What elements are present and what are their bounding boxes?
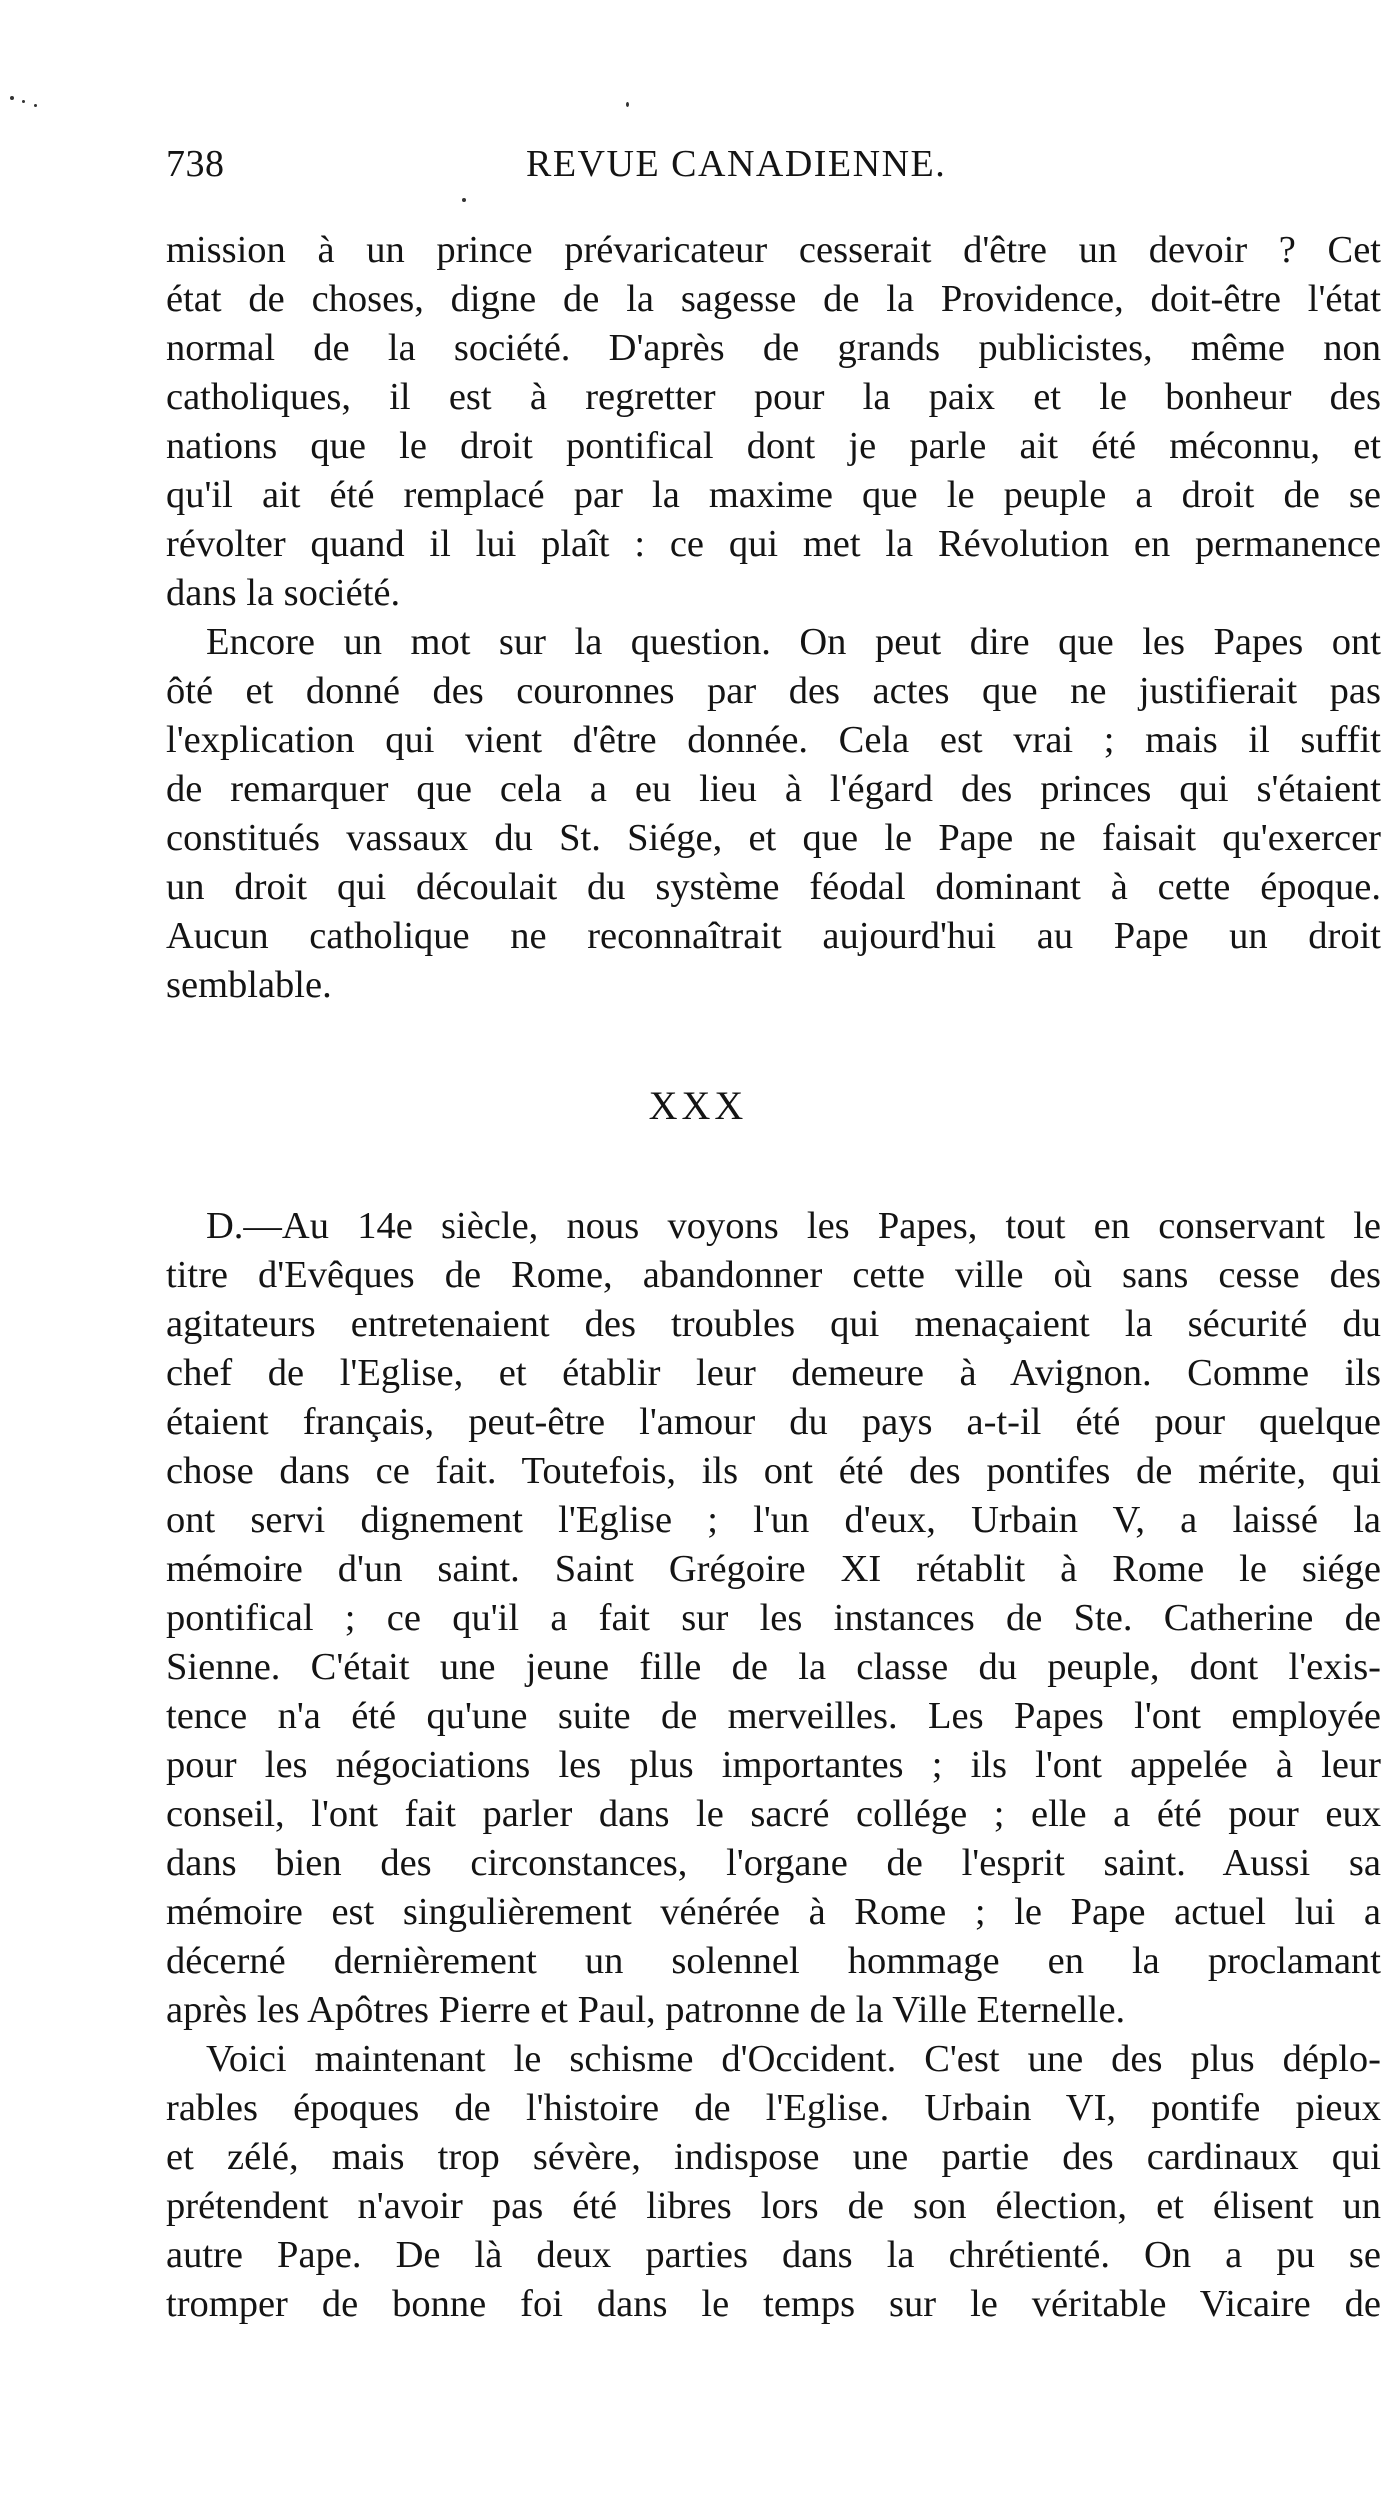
text-line: l'explication qui vient d'être donnée. Cela est vrai ; mais il suffit bbox=[166, 719, 1381, 761]
text-line: Aucun catholique ne reconnaîtrait aujourd'hui au Pape un droit bbox=[166, 915, 1381, 957]
text-line: tence n'a été qu'une suite de merveilles. Les Papes l'ont employée bbox=[166, 1695, 1381, 1737]
text-line: pour les négociations les plus importantes ; ils l'ont appelée à leur bbox=[166, 1744, 1381, 1786]
running-title: REVUE CANADIENNE. bbox=[526, 143, 947, 185]
text-line: ont servi dignement l'Eglise ; l'un d'eux, Urbain V, a laissé la bbox=[166, 1499, 1381, 1541]
text-line: état de choses, digne de la sagesse de la Providence, doit-être l'état bbox=[166, 278, 1381, 320]
text-line: rables époques de l'histoire de l'Eglise. Urbain VI, pontife pieux bbox=[166, 2087, 1381, 2129]
scan-speck bbox=[626, 102, 629, 107]
text-line: semblable. bbox=[166, 964, 332, 1006]
text-line: un droit qui découlait du système féodal dominant à cette époque. bbox=[166, 866, 1381, 908]
text-line: nations que le droit pontifical dont je parle ait été méconnu, et bbox=[166, 425, 1381, 467]
text-line: agitateurs entretenaient des troubles qui menaçaient la sécurité du bbox=[166, 1303, 1381, 1345]
text-line: Voici maintenant le schisme d'Occident. C'est une des plus déplo- bbox=[206, 2038, 1381, 2080]
text-line: autre Pape. De là deux parties dans la chrétienté. On a pu se bbox=[166, 2234, 1381, 2276]
text-line: Sienne. C'était une jeune fille de la classe du peuple, dont l'exis- bbox=[166, 1646, 1381, 1688]
page-number: 738 bbox=[166, 143, 225, 185]
text-block-continuation bbox=[166, 226, 1381, 1010]
scan-speck bbox=[10, 96, 14, 100]
text-block-section-xxx bbox=[166, 1202, 1381, 2329]
text-line: chose dans ce fait. Toutefois, ils ont été des pontifes de mérite, qui bbox=[166, 1450, 1381, 1492]
text-line: qu'il ait été remplacé par la maxime que le peuple a droit de se bbox=[166, 474, 1381, 516]
text-line: décerné dernièrement un solennel hommage en la proclamant bbox=[166, 1940, 1381, 1982]
text-line: mission à un prince prévaricateur cesserait d'être un devoir ? Cet bbox=[166, 229, 1381, 271]
scan-speck bbox=[22, 100, 25, 103]
text-line: chef de l'Eglise, et établir leur demeure à Avignon. Comme ils bbox=[166, 1352, 1381, 1394]
text-line: mémoire d'un saint. Saint Grégoire XI rétablit à Rome le siége bbox=[166, 1548, 1381, 1590]
text-line: et zélé, mais trop sévère, indispose une partie des cardinaux qui bbox=[166, 2136, 1381, 2178]
text-line: mémoire est singulièrement vénérée à Rome ; le Pape actuel lui a bbox=[166, 1891, 1381, 1933]
text-line: prétendent n'avoir pas été libres lors de son élection, et élisent un bbox=[166, 2185, 1381, 2227]
text-line: dans la société. bbox=[166, 572, 401, 614]
text-line: Encore un mot sur la question. On peut dire que les Papes ont bbox=[206, 621, 1381, 663]
text-line: conseil, l'ont fait parler dans le sacré collége ; elle a été pour eux bbox=[166, 1793, 1381, 1835]
text-line: pontifical ; ce qu'il a fait sur les instances de Ste. Catherine de bbox=[166, 1597, 1381, 1639]
page-header bbox=[166, 142, 1381, 202]
text-line: normal de la société. D'après de grands publicistes, même non bbox=[166, 327, 1381, 369]
text-line: constitués vassaux du St. Siége, et que le Pape ne faisait qu'exercer bbox=[166, 817, 1381, 859]
scan-speck bbox=[34, 104, 37, 107]
text-line: étaient français, peut-être l'amour du pays a-t-il été pour quelque bbox=[166, 1401, 1381, 1443]
text-line: tromper de bonne foi dans le temps sur le véritable Vicaire de bbox=[166, 2283, 1381, 2325]
text-line: après les Apôtres Pierre et Paul, patronne de la Ville Eternelle. bbox=[166, 1989, 1126, 2031]
text-line: ôté et donné des couronnes par des actes que ne justifierait pas bbox=[166, 670, 1381, 712]
text-line: D.—Au 14e siècle, nous voyons les Papes, tout en conservant le bbox=[206, 1205, 1381, 1247]
text-line: révolter quand il lui plaît : ce qui met la Révolution en permanence bbox=[166, 523, 1381, 565]
text-line: titre d'Evêques de Rome, abandonner cette ville où sans cesse des bbox=[166, 1254, 1381, 1296]
section-heading: XXX bbox=[648, 1083, 748, 1128]
text-line: catholiques, il est à regretter pour la paix et le bonheur des bbox=[166, 376, 1381, 418]
text-line: de remarquer que cela a eu lieu à l'égard des princes qui s'étaient bbox=[166, 768, 1381, 810]
text-line: dans bien des circonstances, l'organe de l'esprit saint. Aussi sa bbox=[166, 1842, 1381, 1884]
